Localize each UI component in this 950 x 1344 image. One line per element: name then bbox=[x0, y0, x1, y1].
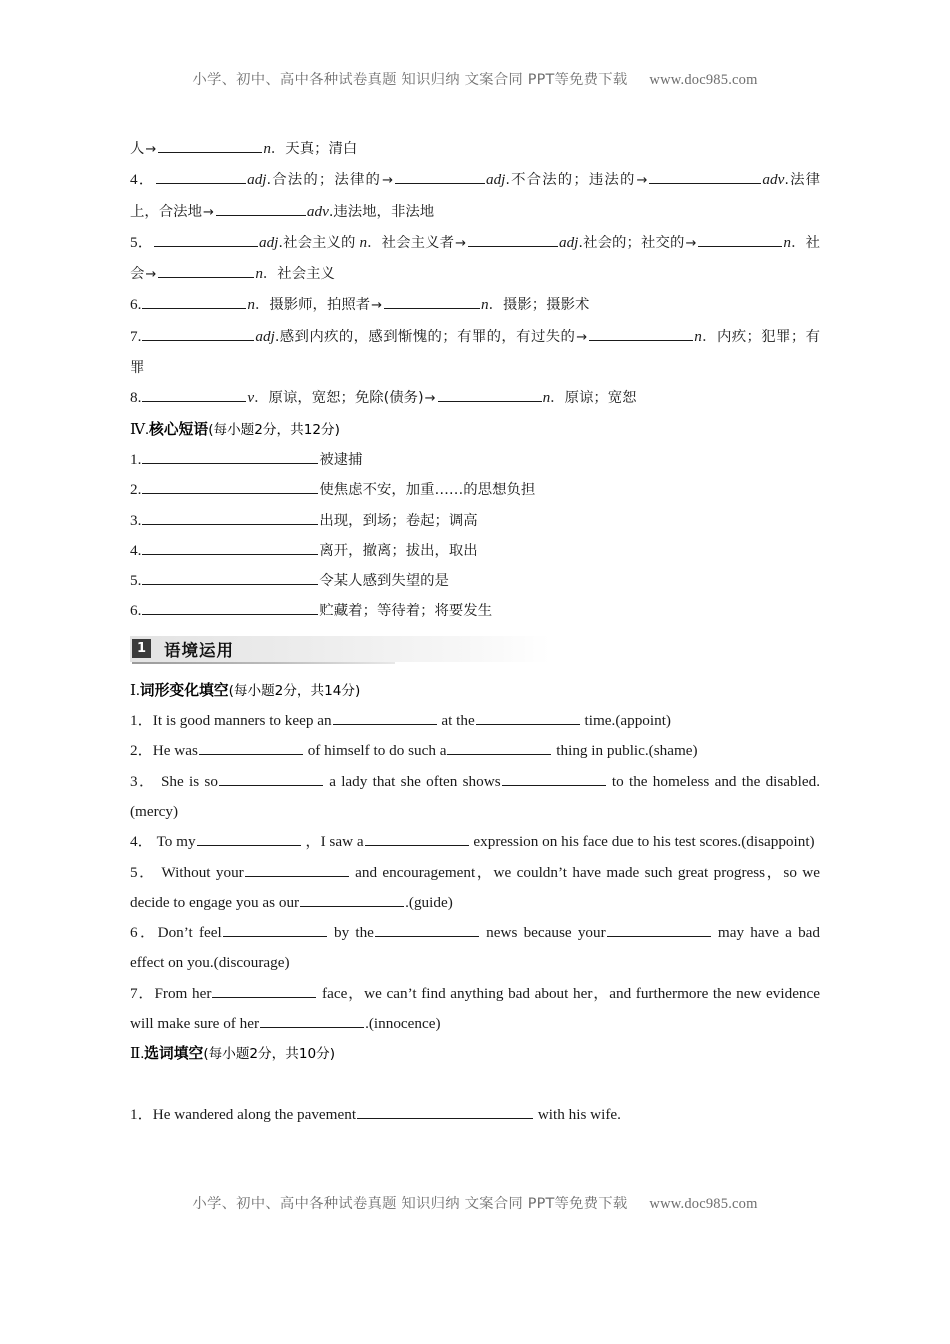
blank-field[interactable] bbox=[245, 862, 349, 877]
word-item-8 bbox=[130, 383, 820, 414]
word-item-4 bbox=[130, 165, 820, 228]
item-number: 6. bbox=[130, 296, 142, 314]
item-number: 3． bbox=[130, 772, 156, 790]
wordform-item-3 bbox=[130, 767, 820, 828]
blank-field[interactable] bbox=[216, 201, 306, 216]
blank-field[interactable] bbox=[698, 232, 782, 247]
section-heading-wordchoice bbox=[130, 1039, 820, 1069]
phrase-item bbox=[130, 475, 820, 505]
item-number: 2． bbox=[130, 742, 153, 760]
word-meaning: ．社会主义者 bbox=[367, 234, 455, 251]
item-number: 2. bbox=[130, 481, 142, 499]
banner-underline bbox=[132, 662, 395, 664]
sentence-part: To my bbox=[156, 833, 196, 851]
sentence-part: at the bbox=[441, 712, 475, 730]
pos-label: n bbox=[255, 265, 263, 283]
wordform-item-1 bbox=[130, 706, 820, 736]
pos-label: adj bbox=[485, 171, 506, 189]
word-meaning: ．原谅；宽恕 bbox=[550, 390, 637, 407]
section-title: 核心短语 bbox=[148, 420, 209, 438]
blank-field[interactable] bbox=[260, 1013, 364, 1028]
word-meaning: ．社会主义 bbox=[262, 266, 335, 283]
phrase-meaning: 出现，到场；卷起；调高 bbox=[319, 512, 478, 529]
blank-field[interactable] bbox=[142, 600, 318, 615]
arrow-icon: → bbox=[145, 267, 157, 283]
arrow-icon: → bbox=[685, 235, 697, 251]
sentence-part: thing in public.(shame) bbox=[556, 742, 698, 760]
wordchoice-item-1 bbox=[130, 1100, 820, 1130]
phrase-item bbox=[130, 445, 820, 475]
blank-field[interactable] bbox=[333, 710, 437, 725]
sentence-part: She is so bbox=[160, 772, 218, 790]
blank-field[interactable] bbox=[502, 771, 606, 786]
sentence-part: a lady that she often shows bbox=[329, 772, 501, 790]
word-meaning: .社会主义的 bbox=[278, 234, 356, 251]
word-meaning: ．摄影；摄影术 bbox=[488, 297, 590, 314]
section-scoring: (每小题2分，共12分) bbox=[208, 421, 340, 438]
word-meaning: ．社会 bbox=[130, 234, 820, 283]
item-number: 6． bbox=[130, 924, 158, 942]
arrow-icon: → bbox=[145, 142, 157, 157]
section-banner bbox=[130, 636, 820, 666]
item-number: 7． bbox=[130, 984, 155, 1002]
item-number: 4. bbox=[130, 541, 142, 559]
blank-field[interactable] bbox=[365, 831, 469, 846]
blank-field[interactable] bbox=[223, 922, 327, 937]
pos-label: n bbox=[247, 296, 255, 314]
pos-label: adj bbox=[247, 171, 267, 189]
word-meaning: .感到内疚的，感到惭愧的；有罪的，有过失的 bbox=[274, 328, 576, 345]
wordform-item-6 bbox=[130, 918, 820, 979]
blank-field[interactable] bbox=[199, 740, 303, 755]
blank-field[interactable] bbox=[395, 169, 485, 184]
item-number: 5． bbox=[130, 863, 156, 881]
section-title: 选词填空 bbox=[144, 1045, 204, 1063]
blank-field[interactable] bbox=[142, 479, 318, 494]
item-number: 1． bbox=[130, 1105, 153, 1123]
word-meaning: .社会的；社交的 bbox=[578, 234, 685, 251]
sentence-part: He was bbox=[152, 742, 198, 760]
blank-field[interactable] bbox=[142, 326, 254, 341]
blank-field[interactable] bbox=[384, 295, 480, 310]
arrow-icon: → bbox=[382, 173, 393, 189]
wordform-item-5 bbox=[130, 858, 820, 919]
blank-field[interactable] bbox=[476, 710, 580, 725]
word-item-5 bbox=[130, 228, 820, 291]
wordform-item-7 bbox=[130, 979, 820, 1040]
sentence-part: to the homeless and the disabled.(mercy) bbox=[130, 772, 820, 820]
sentence-part: Don’t feel bbox=[157, 924, 222, 942]
item-number: 6. bbox=[130, 602, 142, 620]
arrow-icon: → bbox=[371, 298, 383, 314]
header-watermark bbox=[0, 68, 950, 89]
item-number: 1. bbox=[130, 450, 142, 468]
blank-field[interactable] bbox=[649, 169, 761, 184]
blank-field[interactable] bbox=[158, 263, 254, 278]
sentence-part: news because your bbox=[486, 924, 606, 942]
sentence-part: and encouragement，we couldn’t have made such great progress，so we decide to engage you as our bbox=[130, 863, 821, 911]
section-roman: Ⅳ. bbox=[130, 420, 149, 438]
arrow-icon: → bbox=[455, 235, 466, 251]
word-item-6 bbox=[130, 290, 820, 321]
sentence-part: time.(appoint) bbox=[584, 712, 671, 730]
sentence-part: ，I saw a bbox=[305, 833, 364, 851]
watermark-site: www.doc985.com bbox=[649, 1196, 758, 1212]
arrow-icon: → bbox=[202, 204, 214, 220]
blank-field[interactable] bbox=[438, 387, 542, 402]
word-item-3-prefix: 人 bbox=[130, 141, 145, 157]
word-meaning: .合法的；法律的 bbox=[266, 172, 382, 189]
sentence-part: .(guide) bbox=[405, 893, 453, 911]
blank-field[interactable] bbox=[158, 138, 262, 153]
item-number: 1． bbox=[130, 712, 153, 730]
blank-field[interactable] bbox=[589, 326, 693, 341]
section-title: 词形变化填空 bbox=[139, 681, 229, 699]
arrow-icon: → bbox=[424, 391, 436, 407]
word-item-7 bbox=[130, 322, 820, 384]
wordform-item-2 bbox=[130, 736, 820, 766]
phrase-item bbox=[130, 596, 820, 626]
pos-label: adj bbox=[258, 233, 279, 251]
blank-field[interactable] bbox=[300, 892, 404, 907]
pos-label: v bbox=[247, 389, 255, 407]
blank-field[interactable] bbox=[142, 295, 246, 310]
item-number: 5. bbox=[130, 572, 142, 590]
item-number: 7. bbox=[130, 327, 142, 345]
sentence-part: .(innocence) bbox=[365, 1015, 441, 1033]
word-bank-placeholder bbox=[130, 1070, 820, 1100]
watermark-text: 小学、初中、高中各种试卷真题 知识归纳 文案合同 PPT等免费下载 bbox=[192, 1196, 628, 1212]
item-number: 4． bbox=[130, 171, 156, 189]
sentence-part: face，we can’t find anything bad about her，and furthermore the new evidence will make sure of her bbox=[130, 984, 821, 1033]
blank-field[interactable] bbox=[154, 232, 258, 247]
blank-field[interactable] bbox=[142, 387, 246, 402]
section-roman: Ⅰ. bbox=[130, 681, 140, 699]
pos-label: n bbox=[263, 140, 271, 157]
banner-title: 语境运用 bbox=[164, 640, 234, 660]
section-scoring: (每小题2分，共10分) bbox=[203, 1046, 336, 1063]
pos-label: n bbox=[542, 389, 551, 407]
footer-watermark bbox=[0, 1192, 950, 1213]
pos-label: adv bbox=[762, 171, 785, 189]
blank-field[interactable] bbox=[197, 831, 301, 846]
blank-field[interactable] bbox=[212, 983, 316, 998]
word-meaning: ．摄影师，拍照者 bbox=[254, 297, 371, 314]
phrase-item bbox=[130, 566, 820, 596]
blank-field[interactable] bbox=[375, 922, 479, 937]
document-content bbox=[130, 134, 820, 1130]
word-meaning: .违法地，非法地 bbox=[328, 203, 435, 220]
sentence-part: expression on his face due to his test scores.(disappoint) bbox=[473, 833, 815, 851]
blank-field[interactable] bbox=[142, 540, 318, 555]
section-heading-phrases bbox=[130, 415, 820, 445]
item-number: 8. bbox=[130, 389, 142, 407]
blank-field[interactable] bbox=[447, 740, 551, 755]
pos-label: n bbox=[359, 233, 368, 251]
blank-field[interactable] bbox=[142, 570, 318, 585]
wordform-item-4 bbox=[130, 827, 820, 857]
blank-field[interactable] bbox=[142, 449, 318, 464]
arrow-icon: → bbox=[576, 329, 588, 345]
sentence-part: by the bbox=[333, 924, 374, 942]
phrase-item bbox=[130, 506, 820, 536]
sentence-part: with his wife. bbox=[537, 1105, 621, 1123]
sentence-part: of himself to do such a bbox=[307, 742, 447, 760]
blank-field[interactable] bbox=[357, 1104, 533, 1119]
pos-label: n bbox=[481, 296, 489, 314]
pos-label: n bbox=[783, 233, 792, 251]
blank-field[interactable] bbox=[219, 771, 323, 786]
phrase-meaning: 令某人感到失望的是 bbox=[319, 573, 449, 590]
phrase-meaning: 使焦虑不安，加重……的思想负担 bbox=[319, 482, 536, 499]
pos-label: adv bbox=[306, 202, 329, 220]
blank-field[interactable] bbox=[142, 510, 318, 525]
word-item-3-continuation bbox=[130, 134, 820, 165]
phrase-meaning: 贮藏着；等待着；将要发生 bbox=[319, 603, 493, 620]
watermark-text: 小学、初中、高中各种试卷真题 知识归纳 文案合同 PPT等免费下载 bbox=[192, 72, 628, 88]
pos-label: n bbox=[694, 327, 702, 345]
banner-number-badge: 1 bbox=[132, 639, 151, 658]
phrase-item bbox=[130, 536, 820, 566]
item-number: 5． bbox=[130, 233, 153, 251]
arrow-icon: → bbox=[636, 173, 648, 189]
section-roman: Ⅱ. bbox=[130, 1045, 145, 1063]
phrase-meaning: 离开，撤离；拔出，取出 bbox=[319, 542, 478, 559]
sentence-part: may have a bad effect on you.(discourage) bbox=[130, 924, 821, 972]
watermark-site: www.doc985.com bbox=[649, 72, 758, 88]
sentence-part: It is good manners to keep an bbox=[152, 712, 332, 730]
word-meaning: .法律上，合法地 bbox=[130, 172, 821, 220]
blank-field[interactable] bbox=[607, 922, 711, 937]
sentence-part: He wandered along the pavement bbox=[152, 1105, 357, 1123]
blank-field[interactable] bbox=[468, 232, 558, 247]
section-scoring: (每小题2分，共14分) bbox=[228, 682, 361, 699]
item-number: 4． bbox=[130, 833, 153, 851]
pos-label: adj bbox=[255, 327, 275, 345]
word-item-3-meaning: ．天真；清白 bbox=[270, 141, 358, 157]
sentence-part: From her bbox=[154, 984, 212, 1002]
word-meaning: .不合法的；违法的 bbox=[505, 172, 636, 189]
blank-field[interactable] bbox=[156, 169, 246, 184]
section-heading-wordform bbox=[130, 676, 820, 706]
pos-label: adj bbox=[558, 233, 579, 251]
sentence-part: Without your bbox=[161, 863, 244, 881]
word-meaning: ．内疚；犯罪；有罪 bbox=[130, 328, 820, 377]
phrase-meaning: 被逮捕 bbox=[319, 451, 363, 468]
word-meaning: ．原谅，宽恕；免除(债务) bbox=[254, 390, 424, 407]
item-number: 3. bbox=[130, 511, 142, 529]
